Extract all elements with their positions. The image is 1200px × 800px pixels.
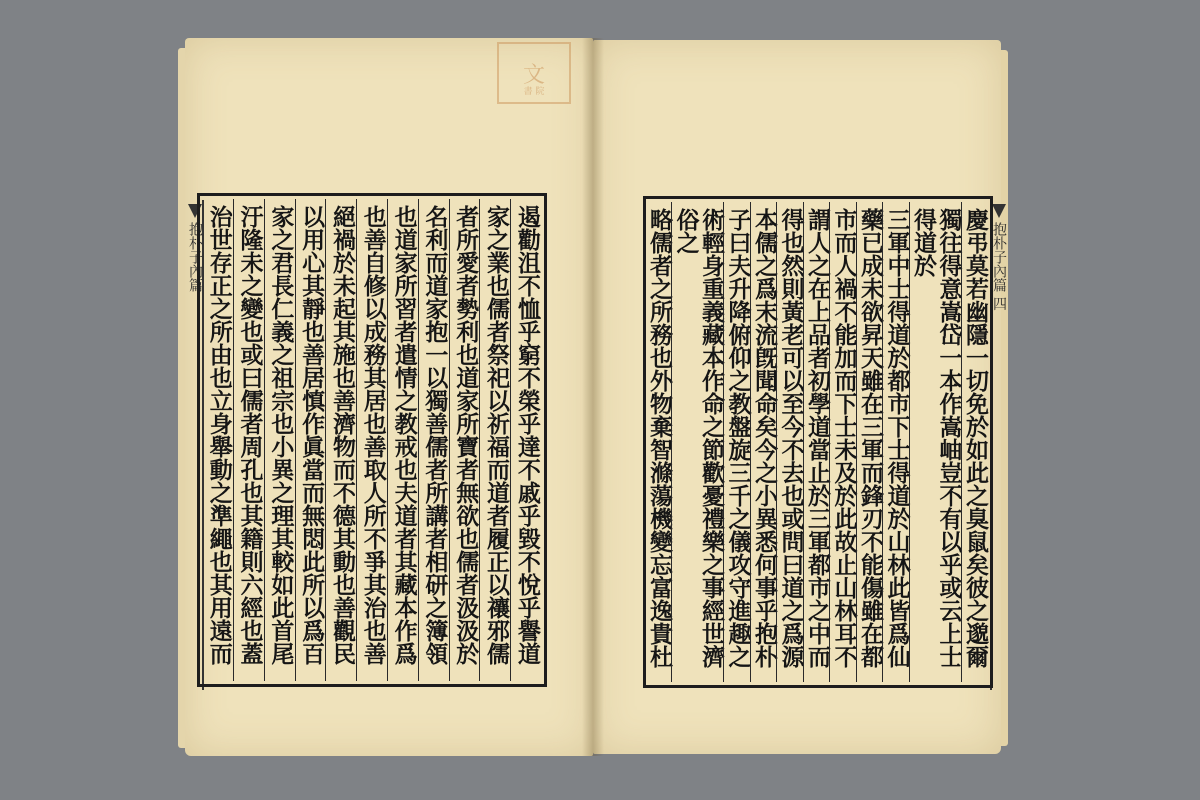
left-columns: [203, 199, 541, 681]
column-text: 術輕身重義藏本作命之節歡憂禮樂之事經世濟俗之: [672, 208, 724, 668]
text-column: [671, 202, 723, 682]
text-column: [233, 199, 264, 681]
column-text: 者所愛者勢利也道家所寶者無欲也儒者汲汲於: [452, 205, 479, 665]
seal-subtext: 書 院: [523, 87, 545, 97]
column-text: 家之業也儒者祭祀以祈福而道者履正以禳邪儒: [483, 205, 510, 665]
text-column: [646, 202, 672, 682]
column-text: 本儒之爲末流旣聞命矣今之小異悉何事乎抱朴: [751, 208, 777, 668]
text-column: [829, 202, 856, 682]
right-text-block: [643, 196, 993, 688]
column-text: 名利而道家抱一以獨善儒者所講者相研之簿領: [421, 205, 448, 665]
column-text: 以用心其靜也善居慎作眞當而無悶此所以爲百: [298, 205, 325, 665]
text-column: [325, 199, 356, 681]
text-column: [418, 199, 449, 681]
column-text: 得也然則黃老可以至今不去也或問曰道之爲源: [777, 208, 804, 668]
text-column: [882, 202, 909, 682]
column-text: 獨往得意嵩岱一本作嵩岫豈不有以乎或云上士得道於: [910, 208, 962, 668]
fishtail-mark: [992, 204, 1006, 218]
left-banxin-text: 抱朴子內篇: [187, 222, 203, 292]
column-text: 也善自修以成務其居也善取人所不爭其治也善: [359, 205, 386, 665]
text-column: [723, 202, 750, 682]
book-gutter: [582, 38, 604, 756]
right-banxin-text: 抱朴子內篇 四: [991, 222, 1007, 311]
text-column: [449, 199, 480, 681]
column-text: 子曰夫升降俯仰之教盤旋三千之儀攻守進趣之: [724, 208, 751, 668]
seal-text: 文: [522, 62, 545, 88]
text-column: [510, 199, 541, 681]
text-column: [479, 199, 510, 681]
text-column: [387, 199, 418, 681]
text-column: [750, 202, 777, 682]
column-text: 略儒者之所務也外物棄智滌蕩機變忘富逸貴杜: [646, 208, 672, 668]
right-columns: [646, 202, 988, 682]
column-text: 藥已成未欲昇天雖在三軍而鋒刃不能傷雖在都: [857, 208, 883, 668]
column-text: 遏勸沮不恤乎窮不榮乎達不戚乎毀不悅乎譽道: [513, 205, 540, 665]
text-column: [264, 199, 295, 681]
column-text: 家之君長仁義之祖宗也小異之理其較如此首尾: [267, 205, 294, 665]
text-column: [961, 202, 988, 682]
column-text: 三軍中士得道於都市下士得道於山林此皆爲仙: [883, 208, 910, 668]
column-text: 謂人之在上品者初學道當止於三軍都市之中而: [804, 208, 830, 668]
text-column: [776, 202, 803, 682]
text-column: [856, 202, 883, 682]
column-text: 絕禍於未起其施也善濟物而不德其動也善觀民: [328, 205, 355, 665]
text-column: [203, 199, 233, 681]
column-text: 汙隆未之變也或曰儒者周孔也其籍則六經也蓋: [236, 205, 263, 665]
text-column: [909, 202, 961, 682]
text-column: [803, 202, 830, 682]
column-text: 市而人禍不能加而下士未及於此故止山林耳不: [830, 208, 857, 668]
column-text: 也道家所習者遣情之教戒也夫道者其藏本作爲: [390, 205, 417, 665]
text-column: [356, 199, 387, 681]
column-text: 治世存正之所由也立身舉動之準繩也其用遠而: [205, 205, 232, 665]
left-text-block: [197, 193, 547, 687]
column-text: 慶弔莫若幽隱一切免於如此之臭鼠矣彼之邈爾: [962, 208, 988, 668]
text-column: [295, 199, 326, 681]
